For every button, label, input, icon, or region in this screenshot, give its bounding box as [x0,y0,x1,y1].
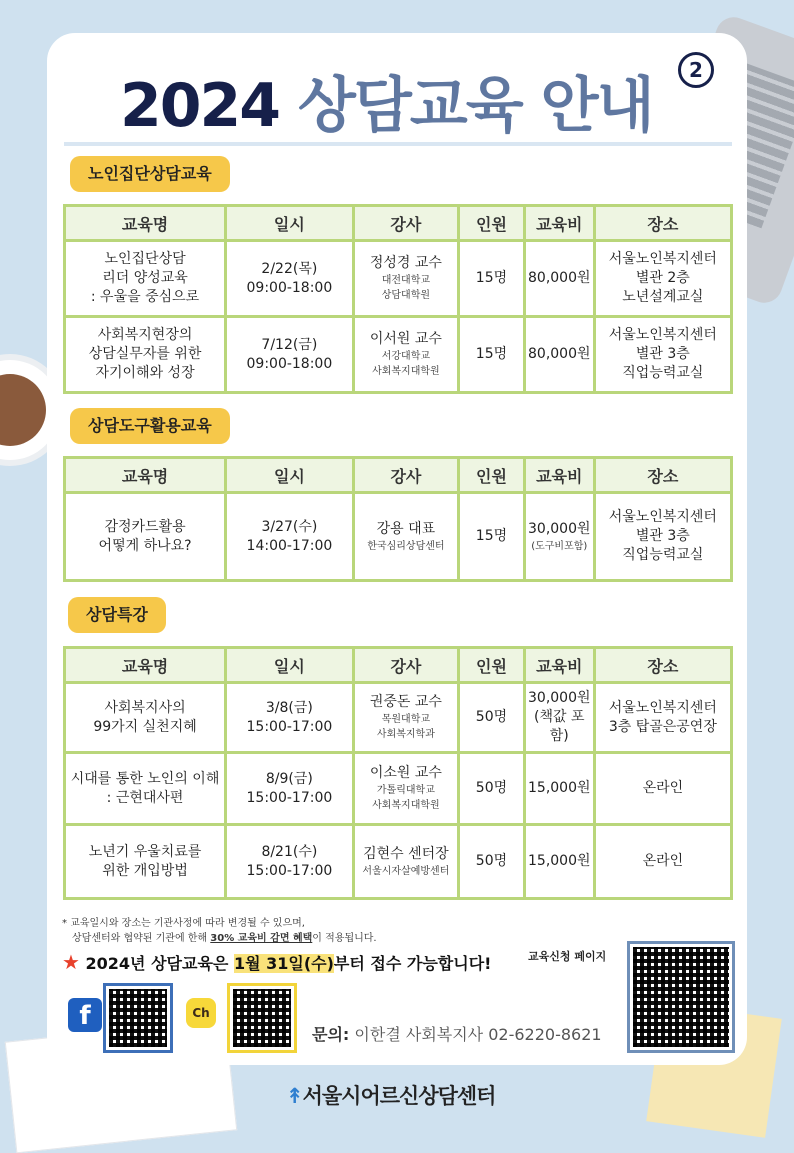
col-header-place: 장소 [594,458,731,493]
col-header-place: 장소 [594,648,731,683]
course-people: 50명 [459,753,525,825]
course-place: 서울노인복지센터 3층 탑골은공연장 [594,683,731,753]
course-date: 2/22(목) 09:00-18:00 [226,241,354,317]
course-fee: 30,000원 (책값 포함) [524,683,594,753]
apply-qr-code[interactable] [630,944,732,1050]
col-header-fee: 교육비 [524,458,594,493]
col-header-fee: 교육비 [524,206,594,241]
course-date: 8/21(수) 15:00-17:00 [226,825,354,899]
table-row [65,683,732,753]
course-fee: 30,000원 (도구비포함) [524,493,594,581]
course-place: 서울노인복지센터 별관 3층 직업능력교실 [594,493,731,581]
course-place: 서울노인복지센터 별관 3층 직업능력교실 [594,317,731,393]
section-tag-tool-training: 상담도구활용교육 [70,408,230,444]
course-name: 노년기 우울치료를 위한 개입방법 [65,825,226,899]
course-fee: 80,000원 [524,317,594,393]
course-name: 사회복지사의 99가지 실천지혜 [65,683,226,753]
title-divider [64,142,732,146]
course-fee: 15,000원 [524,753,594,825]
course-date: 3/8(금) 15:00-17:00 [226,683,354,753]
course-place: 온라인 [594,825,731,899]
col-header-people: 인원 [459,458,525,493]
table-row [65,241,732,317]
table-row [65,753,732,825]
col-header-people: 인원 [459,206,525,241]
col-header-name: 교육명 [65,206,226,241]
course-lecturer: 이서원 교수 서강대학교 사회복지대학원 [353,317,458,393]
col-header-date: 일시 [226,206,354,241]
star-icon: ★ [62,950,80,974]
col-header-fee: 교육비 [524,648,594,683]
col-header-lecturer: 강사 [353,458,458,493]
course-lecturer: 권중돈 교수 목원대학교 사회복지학과 [353,683,458,753]
course-place: 서울노인복지센터 별관 2층 노년설계교실 [594,241,731,317]
facebook-qr-code[interactable] [106,986,170,1050]
col-header-name: 교육명 [65,648,226,683]
table-row [65,493,732,581]
course-date: 8/9(금) 15:00-17:00 [226,753,354,825]
footnote: * 교육일시와 장소는 기관사정에 따라 변경될 수 있으며, 상담센터와 협약된 기관에 한해 30% 교육비 감면 혜택이 적용됩니다. [62,918,377,944]
course-lecturer: 김현수 센터장 서울시자살예방센터 [353,825,458,899]
course-name: 시대를 통한 노인의 이해 : 근현대사편 [65,753,226,825]
course-name: 감정카드활용 어떻게 하나요? [65,493,226,581]
section-tag-special-lecture: 상담특강 [68,597,166,633]
kakao-channel-icon[interactable]: Ch [186,998,216,1028]
course-people: 50명 [459,683,525,753]
table-row [65,825,732,899]
course-people: 15명 [459,493,525,581]
course-date: 7/12(금) 09:00-18:00 [226,317,354,393]
page-title: 2024 상담교육 안내 2 [120,58,720,138]
section-tag-group-counseling: 노인집단상담교육 [70,156,230,192]
course-people: 15명 [459,241,525,317]
contact-info: 문의: 이한결 사회복지사 02-6220-8621 [312,1025,602,1044]
col-header-date: 일시 [226,648,354,683]
apply-page-label: 교육신청 페이지 [528,950,607,963]
course-people: 50명 [459,825,525,899]
course-lecturer: 강용 대표 한국심리상담센터 [353,493,458,581]
course-lecturer: 이소원 교수 가톨릭대학교 사회복지대학원 [353,753,458,825]
facebook-icon[interactable]: f [68,998,102,1032]
col-header-lecturer: 강사 [353,648,458,683]
col-header-place: 장소 [594,206,731,241]
course-fee: 80,000원 [524,241,594,317]
course-lecturer: 정성경 교수 대전대학교 상담대학원 [353,241,458,317]
course-date: 3/27(수) 14:00-17:00 [226,493,354,581]
table-tool-training [63,456,733,582]
circled-number-badge: 2 [678,52,714,88]
course-name: 사회복지현장의 상담실무자를 위한 자기이해와 성장 [65,317,226,393]
col-header-date: 일시 [226,458,354,493]
table-row [65,317,732,393]
col-header-lecturer: 강사 [353,206,458,241]
kakao-qr-code[interactable] [230,986,294,1050]
course-place: 온라인 [594,753,731,825]
course-name: 노인집단상담 리더 양성교육 : 우울을 중심으로 [65,241,226,317]
course-people: 15명 [459,317,525,393]
table-special-lecture [63,646,733,900]
organization-logo-icon: ↟ [286,1084,303,1108]
col-header-name: 교육명 [65,458,226,493]
table-group-counseling [63,204,733,394]
course-fee: 15,000원 [524,825,594,899]
registration-notice: ★ 2024년 상담교육은 1월 31일(수)부터 접수 가능합니다! [62,950,492,974]
col-header-people: 인원 [459,648,525,683]
organization-footer: ↟서울시어르신상담센터 [286,1084,496,1108]
